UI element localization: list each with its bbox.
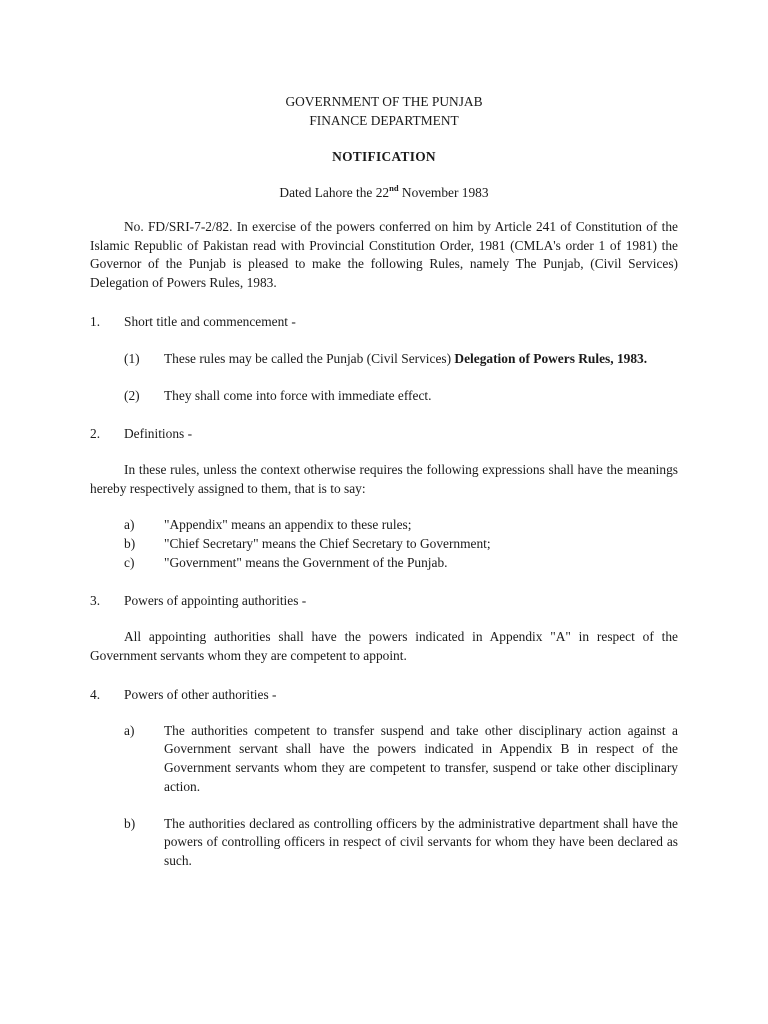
section-number: 2. [90,425,101,441]
section-number: 4. [90,686,101,702]
document-page [90,92,678,871]
dated-prefix: Dated Lahore the 22 [279,185,390,200]
item-text: The authorities declared as controlling officers by the administrative department shall have the powers of controlling officers in respect of civil servants for whom they have been declared as such. [164,815,678,868]
item-number: (1) [124,350,140,366]
item-text: "Appendix" means an appendix to these rules; [164,517,412,533]
section-title: Powers of appointing authorities - [124,593,307,609]
section-number: 3. [90,593,101,609]
section-number: 1. [90,313,101,329]
section-1-item-2 [90,386,678,405]
item-number: c) [124,554,135,570]
definitions-list [90,516,678,572]
section-4-item-a [90,722,678,797]
item-text: "Government" means the Government of the Punjab. [164,554,448,570]
item-text: "Chief Secretary" means the Chief Secretary to Government; [164,535,491,551]
government-heading: GOVERNMENT OF THE PUNJAB [285,94,483,109]
item-number: a) [124,722,135,738]
section-4-item-b [90,815,678,871]
section-2-heading [90,424,678,443]
section-1-item-1 [90,349,678,368]
preamble-paragraph: No. FD/SRI-7-2/82. In exercise of the powers conferred on him by Article 241 of Constitution of the Islamic Republic of Pakistan read with Provincial Constitution Order, 1981 (CMLA's order 1 of 1981) the Governor of the Punjab is pleased to make the following Rules, namely The Punjab, (Civil Services) Delegation of Powers Rules, 1983. [90,219,678,291]
notification-title: NOTIFICATION [332,149,436,164]
dated-line [90,183,678,202]
item-number: a) [124,517,135,533]
section-4-heading [90,685,678,704]
section-3-heading [90,591,678,610]
department-heading: FINANCE DEPARTMENT [309,113,459,128]
section-title: Definitions - [124,425,193,441]
item-text-plain: These rules may be called the Punjab (Civil Services) [164,350,455,366]
dated-suffix: November 1983 [398,185,489,200]
definition-item [90,516,678,535]
section-1-heading [90,312,678,331]
item-text [164,349,678,368]
item-text: The authorities competent to transfer suspend and take other disciplinary action against a Government servant shall have the powers indicated in Appendix B in respect of the Government servants whom they are competent to transfer, suspend or take other disciplinary action. [164,722,678,794]
section-title: Short title and commencement - [124,313,296,329]
section-title: Powers of other authorities - [124,686,277,702]
item-text-bold: Delegation of Powers Rules, 1983. [454,350,648,366]
definition-item [90,554,678,573]
item-number: (2) [124,387,140,403]
item-number: b) [124,535,136,551]
section-3-paragraph: All appointing authorities shall have the powers indicated in Appendix "A" in respect of the Government servants whom they are competent to appoint. [90,629,678,664]
definitions-intro: In these rules, unless the context otherwise requires the following expressions shall have the meanings hereby respectively assigned to them, that is to say: [90,461,678,496]
dated-ordinal: nd [389,183,399,193]
item-number: b) [124,815,136,831]
definition-item [90,535,678,554]
item-text: They shall come into force with immediate effect. [164,387,432,403]
